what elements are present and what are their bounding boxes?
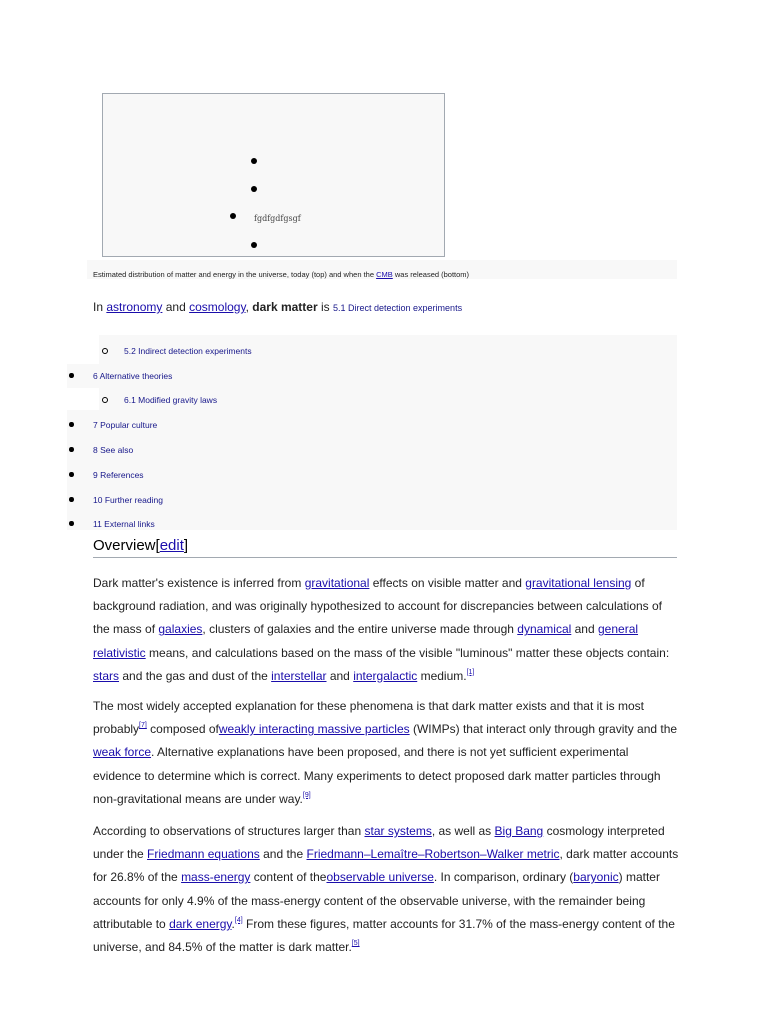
figure-bullet bbox=[230, 213, 236, 219]
figure-bullet bbox=[251, 242, 257, 248]
reference-link[interactable]: [5] bbox=[351, 940, 360, 948]
paragraph bbox=[93, 572, 679, 688]
friedmann-equations-link[interactable]: Friedmann equations bbox=[147, 847, 260, 862]
caption-text: was released (bottom) bbox=[394, 270, 470, 279]
astronomy-link[interactable]: astronomy bbox=[106, 300, 163, 314]
intro-text: , bbox=[245, 300, 249, 314]
text: cosmology interpreted under the bbox=[93, 824, 665, 862]
star-systems-link[interactable]: star systems bbox=[364, 824, 432, 838]
figure-bullet bbox=[251, 158, 257, 164]
general-relativistic-link[interactable]: general relativistic bbox=[93, 622, 639, 660]
toc-bullet bbox=[69, 472, 74, 477]
mass-energy-link[interactable]: mass-energy bbox=[181, 870, 251, 885]
baryonic-link[interactable]: baryonic bbox=[573, 870, 619, 885]
text: Dark matter's existence is inferred from bbox=[93, 576, 305, 590]
intro-text: In bbox=[93, 300, 104, 314]
text: (WIMPs) that interact only through gravity and the bbox=[409, 722, 678, 737]
text: composed of bbox=[146, 722, 219, 737]
big-bang-link[interactable]: Big Bang bbox=[494, 824, 544, 838]
observable-universe-link[interactable]: observable universe bbox=[326, 870, 434, 885]
flrw-metric-link[interactable]: Friedmann–Lemaître–Robertson–Walker metric bbox=[306, 847, 560, 862]
toc-bullet bbox=[102, 397, 108, 403]
text: The most widely accepted explanation for these phenomena is that dark matter exists and that it is most probably bbox=[93, 699, 644, 737]
toc-item[interactable]: 6.1 Modified gravity laws bbox=[124, 395, 218, 405]
interstellar-link[interactable]: interstellar bbox=[271, 668, 327, 683]
text: . Alternative explanations have been proposed, and there is not yet sufficient experimental evidence to determine which is correct. Many experiments to detect proposed dark matter particles through non-gravitational means are under way. bbox=[93, 745, 661, 806]
text: medium. bbox=[417, 668, 467, 683]
dark-energy-link[interactable]: dark energy bbox=[169, 916, 232, 931]
paragraph bbox=[93, 820, 679, 959]
dark-matter-term: dark matter bbox=[252, 300, 318, 314]
intro-text: and bbox=[165, 300, 186, 314]
paragraph bbox=[93, 695, 679, 811]
text: , as well as bbox=[431, 824, 495, 838]
text: According to observations of structures larger than bbox=[93, 824, 365, 838]
toc-bullet bbox=[69, 373, 74, 378]
figure-caption bbox=[93, 270, 469, 279]
galaxies-link[interactable]: galaxies bbox=[158, 622, 203, 637]
weak-force-link[interactable]: weak force bbox=[93, 745, 152, 760]
heading-text: Overview bbox=[93, 537, 156, 554]
text: . In comparison, ordinary ( bbox=[433, 870, 574, 885]
text: content of the bbox=[250, 870, 327, 885]
gravitational-link[interactable]: gravitational bbox=[304, 576, 370, 590]
reference-link[interactable]: [4] bbox=[234, 916, 243, 924]
figure-inner-text: fgdfgdfgsgf bbox=[254, 214, 301, 223]
toc-item[interactable]: 5.2 Indirect detection experiments bbox=[124, 346, 252, 356]
toc-item[interactable]: 10 Further reading bbox=[93, 495, 163, 505]
caption-text: Estimated distribution of matter and energy in the universe, today (top) and when the bbox=[93, 270, 374, 279]
reference-link[interactable]: [1] bbox=[466, 668, 475, 676]
toc-item[interactable]: 11 External links bbox=[93, 519, 155, 529]
section-heading-overview bbox=[93, 537, 677, 558]
text: From these figures, matter accounts for 31.7% of the mass-energy content of the universe, and 84.5% of the matter is dark matter. bbox=[93, 916, 675, 955]
text: of background radiation, and was originally hypothesized to account for discrepancies between calculations of the mass of bbox=[93, 576, 663, 637]
intro-text: is bbox=[320, 300, 330, 314]
stars-link[interactable]: stars bbox=[93, 668, 120, 683]
text: and bbox=[571, 622, 598, 637]
toc-bullet bbox=[69, 422, 74, 427]
intro-line bbox=[93, 300, 462, 314]
text: effects on visible matter and bbox=[369, 576, 526, 590]
edit-link[interactable]: edit bbox=[159, 537, 184, 554]
toc-bullet bbox=[69, 447, 74, 452]
toc-item[interactable]: 8 See also bbox=[93, 445, 134, 455]
intergalactic-link[interactable]: intergalactic bbox=[353, 668, 418, 683]
figure-image bbox=[102, 93, 445, 257]
edit-bracket: [ bbox=[155, 537, 160, 554]
figure-bullet bbox=[251, 186, 257, 192]
text: and the gas and dust of the bbox=[119, 668, 272, 683]
toc-bullet bbox=[69, 521, 74, 526]
toc-item[interactable]: 7 Popular culture bbox=[93, 420, 158, 430]
text: . bbox=[231, 916, 235, 931]
gravitational-lensing-link[interactable]: gravitational lensing bbox=[525, 576, 632, 590]
toc-band bbox=[67, 410, 677, 530]
cmb-link[interactable]: CMB bbox=[376, 270, 393, 279]
text: means, and calculations based on the mass of the visible "luminous" matter these objects contain: bbox=[145, 645, 670, 660]
cosmology-link[interactable]: cosmology bbox=[189, 300, 246, 314]
toc-item[interactable]: 6 Alternative theories bbox=[93, 371, 173, 381]
toc-bullet bbox=[69, 497, 74, 502]
reference-link[interactable]: [9] bbox=[302, 791, 311, 799]
text: and bbox=[326, 668, 354, 683]
dynamical-link[interactable]: dynamical bbox=[517, 622, 572, 637]
toc-bullet bbox=[102, 348, 108, 354]
reference-link[interactable]: [7] bbox=[139, 722, 147, 730]
text: ) matter accounts for only 4.9% of the mass-energy content of the observable universe, with the remainder being attributable to bbox=[93, 870, 660, 931]
edit-bracket: ] bbox=[183, 537, 189, 554]
text: , dark matter accounts for 26.8% of the bbox=[93, 847, 679, 885]
text: , clusters of galaxies and the entire universe made through bbox=[202, 622, 518, 637]
toc-item[interactable]: 9 References bbox=[93, 470, 144, 480]
text: and the bbox=[259, 847, 307, 862]
toc-link-5-1[interactable]: 5.1 Direct detection experiments bbox=[333, 303, 463, 313]
wimps-link[interactable]: weakly interacting massive particles bbox=[218, 722, 410, 737]
